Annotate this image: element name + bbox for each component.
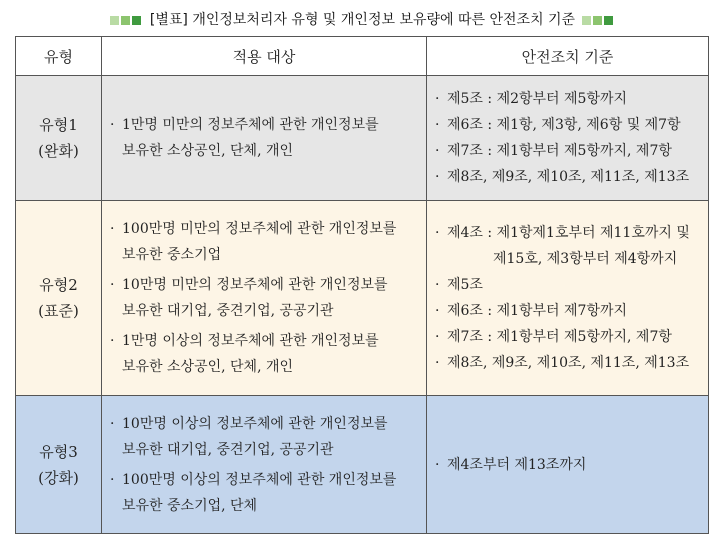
title-square-icon xyxy=(604,16,613,25)
scope-item xyxy=(110,411,422,463)
scope-text: 보유한 소상공인, 단체, 개인 xyxy=(122,359,294,375)
scope-text: 10만명 미만의 정보주체에 관한 개인정보를 xyxy=(122,277,388,293)
bullet-icon: · xyxy=(435,225,440,241)
scope-cell xyxy=(102,76,427,201)
measure-item xyxy=(435,298,704,324)
scope-text: 10만명 이상의 정보주체에 관한 개인정보를 xyxy=(122,415,388,432)
bullet-icon: · xyxy=(435,117,440,133)
table-header-row xyxy=(16,37,709,76)
measure-item xyxy=(435,324,704,350)
title-square-icon xyxy=(582,16,591,25)
measure-text: 제8조, 제9조, 제10조, 제11조, 제13조 xyxy=(447,355,690,371)
measures-cell xyxy=(427,396,709,534)
title-square-icon xyxy=(593,16,602,25)
scope-cell xyxy=(102,396,427,534)
measure-text: 제6조 : 제1항부터 제7항까지 xyxy=(447,303,628,319)
measure-text: 제6조 : 제1항, 제3항, 제6항 및 제7항 xyxy=(447,117,681,133)
type-cell xyxy=(16,76,102,201)
measure-item xyxy=(435,112,704,138)
scope-text: 보유한 중소기업, 단체 xyxy=(122,497,258,514)
scope-text: 100만명 이상의 정보주체에 관한 개인정보를 xyxy=(122,471,397,488)
type-cell xyxy=(16,201,102,396)
measure-text: 제7조 : 제1항부터 제5항까지, 제7항 xyxy=(447,143,672,159)
type-name: 유형1 xyxy=(39,116,78,134)
measure-text: 제5조 xyxy=(447,277,483,293)
bullet-icon: · xyxy=(435,277,440,293)
bullet-icon: · xyxy=(435,91,440,107)
measure-item xyxy=(435,86,704,112)
type-level: (완화) xyxy=(38,142,79,160)
measure-item xyxy=(435,452,704,478)
measure-item xyxy=(435,350,704,376)
bullet-icon: · xyxy=(110,471,115,488)
bullet-icon: · xyxy=(435,143,440,159)
scope-item xyxy=(110,272,422,324)
type-name: 유형2 xyxy=(39,276,78,294)
scope-item xyxy=(110,467,422,519)
header-measures: 안전조치 기준 xyxy=(427,37,709,76)
header-type: 유형 xyxy=(16,37,102,76)
scope-text: 1만명 이상의 정보주체에 관한 개인정보를 xyxy=(122,333,379,349)
measure-item xyxy=(435,164,704,190)
measure-item xyxy=(435,220,704,246)
table-caption xyxy=(0,7,725,31)
scope-item xyxy=(110,216,422,268)
scope-text: 100만명 미만의 정보주체에 관한 개인정보를 xyxy=(122,221,397,237)
scope-text: 보유한 대기업, 중견기업, 공공기관 xyxy=(122,441,334,458)
bullet-icon: · xyxy=(435,169,440,185)
title-square-icon xyxy=(121,16,130,25)
scope-text: 1만명 미만의 정보주체에 관한 개인정보를 xyxy=(122,117,379,133)
measure-text: 제7조 : 제1항부터 제5항까지, 제7항 xyxy=(447,329,672,345)
title-square-icon xyxy=(110,16,119,25)
bullet-icon: · xyxy=(435,355,440,371)
scope-text: 보유한 대기업, 중견기업, 공공기관 xyxy=(122,303,334,319)
bullet-icon: · xyxy=(110,415,115,432)
scope-text: 보유한 중소기업 xyxy=(122,247,222,263)
title-squares-left-icon xyxy=(110,10,143,29)
header-scope: 적용 대상 xyxy=(102,37,427,76)
bullet-icon: · xyxy=(435,303,440,319)
measures-cell xyxy=(427,201,709,396)
safety-measures-table xyxy=(15,36,709,534)
bullet-icon: · xyxy=(435,329,440,345)
scope-item xyxy=(110,112,422,164)
measures-cell xyxy=(427,76,709,201)
type-level: (강화) xyxy=(38,468,79,487)
table-row xyxy=(16,396,709,534)
bullet-icon: · xyxy=(110,277,115,293)
measure-item xyxy=(435,272,704,298)
bullet-icon: · xyxy=(435,456,440,473)
bullet-icon: · xyxy=(110,117,115,133)
title-square-icon xyxy=(132,16,141,25)
bullet-icon: · xyxy=(110,333,115,349)
type-level: (표준) xyxy=(38,302,79,320)
measure-text: 제5조 : 제2항부터 제5항까지 xyxy=(447,91,628,107)
measure-text: 제8조, 제9조, 제10조, 제11조, 제13조 xyxy=(447,169,690,185)
measure-item xyxy=(435,138,704,164)
bullet-icon: · xyxy=(110,221,115,237)
scope-text: 보유한 소상공인, 단체, 개인 xyxy=(122,143,294,159)
measure-continuation xyxy=(435,246,704,272)
measure-text: 제4조부터 제13조까지 xyxy=(447,456,587,473)
scope-cell xyxy=(102,201,427,396)
type-name: 유형3 xyxy=(39,442,78,461)
table-row xyxy=(16,201,709,396)
measure-text: 제15호, 제3항부터 제4항까지 xyxy=(493,251,678,267)
table-title: [별표] 개인정보처리자 유형 및 개인정보 보유량에 따른 안전조치 기준 xyxy=(149,12,576,28)
scope-item xyxy=(110,328,422,380)
measure-text: 제4조 : 제1항제1호부터 제11호까지 및 xyxy=(447,225,690,241)
title-squares-right-icon xyxy=(582,10,615,29)
table-row xyxy=(16,76,709,201)
type-cell xyxy=(16,396,102,534)
